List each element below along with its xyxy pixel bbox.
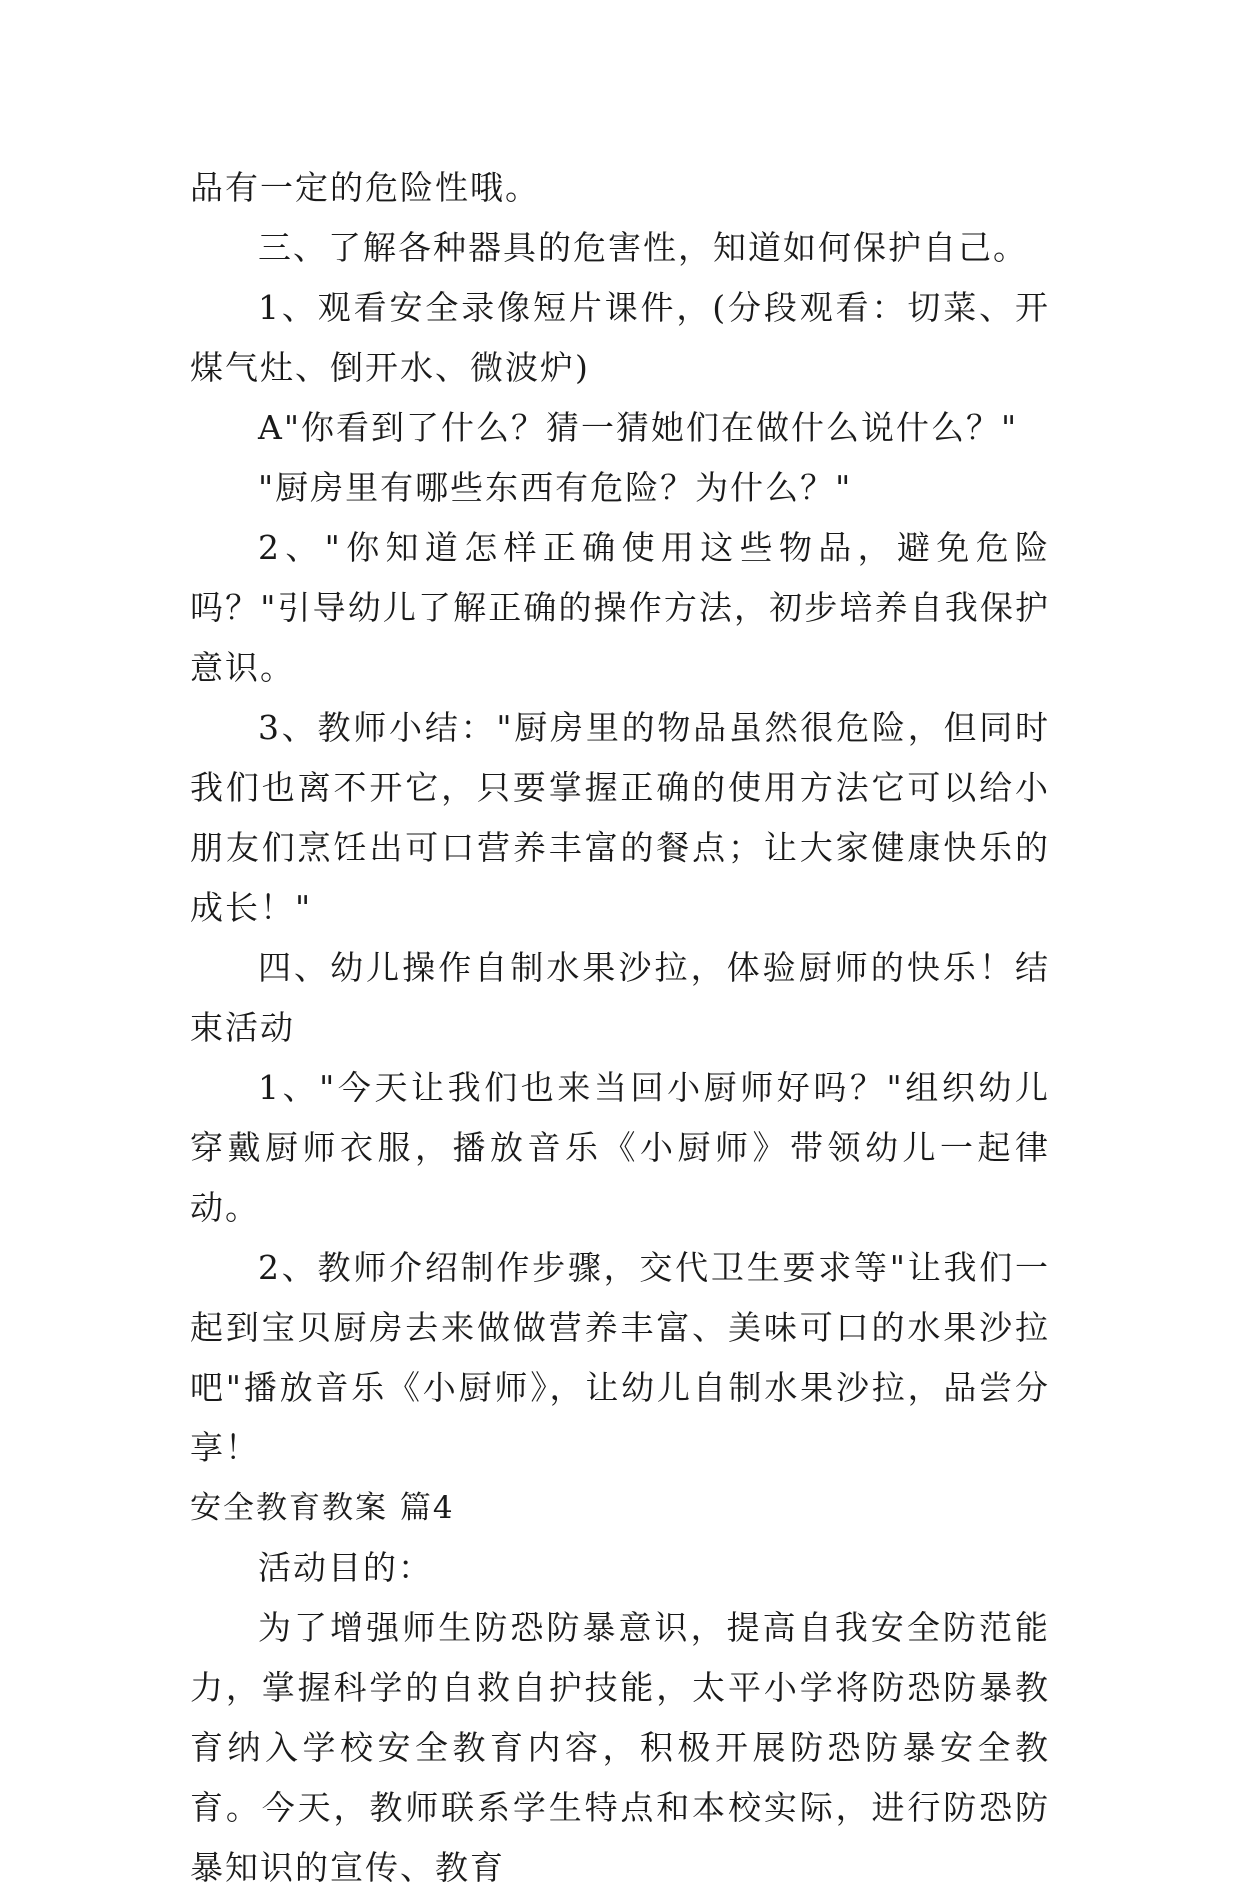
paragraph: 3、教师小结："厨房里的物品虽然很危险，但同时我们也离不开它，只要掌握正确的使用方法它可以给小朋友们烹饪出可口营养丰富的餐点；让大家健康快乐的成长！" xyxy=(190,708,1050,927)
paragraph: 活动目的： xyxy=(258,1548,433,1587)
paragraph: A"你看到了什么？猜一猜她们在做什么说什么？" xyxy=(258,408,1019,447)
paragraph: 三、了解各种器具的危害性，知道如何保护自己。 xyxy=(258,228,1028,267)
paragraph: 2、"你知道怎样正确使用这些物品，避免危险吗？"引导幼儿了解正确的操作方法，初步培养自我保护意识。 xyxy=(190,528,1050,687)
document-body xyxy=(190,158,1050,1898)
paragraph: 2、教师介绍制作步骤，交代卫生要求等"让我们一起到宝贝厨房去来做做营养丰富、美味可口的水果沙拉吧"播放音乐《小厨师》，让幼儿自制水果沙拉，品尝分享！ xyxy=(190,1248,1050,1467)
paragraph: 四、幼儿操作自制水果沙拉，体验厨师的快乐！结束活动 xyxy=(190,948,1050,1047)
paragraph: 品有一定的危险性哦。 xyxy=(190,168,540,207)
section-heading: 安全教育教案 篇4 xyxy=(190,1490,455,1526)
paragraph: 1、"今天让我们也来当回小厨师好吗？"组织幼儿穿戴厨师衣服，播放音乐《小厨师》带领幼儿一起律动。 xyxy=(190,1068,1050,1227)
paragraph: 为了增强师生防恐防暴意识，提高自我安全防范能力，掌握科学的自救自护技能，太平小学将防恐防暴教育纳入学校安全教育内容，积极开展防恐防暴安全教育。今天，教师联系学生特点和本校实际，进行防恐防暴知识的宣传、教育 xyxy=(190,1608,1050,1887)
paragraph: "厨房里有哪些东西有危险？为什么？" xyxy=(258,468,853,507)
paragraph: 1、观看安全录像短片课件，(分段观看：切菜、开煤气灶、倒开水、微波炉) xyxy=(190,288,1050,387)
